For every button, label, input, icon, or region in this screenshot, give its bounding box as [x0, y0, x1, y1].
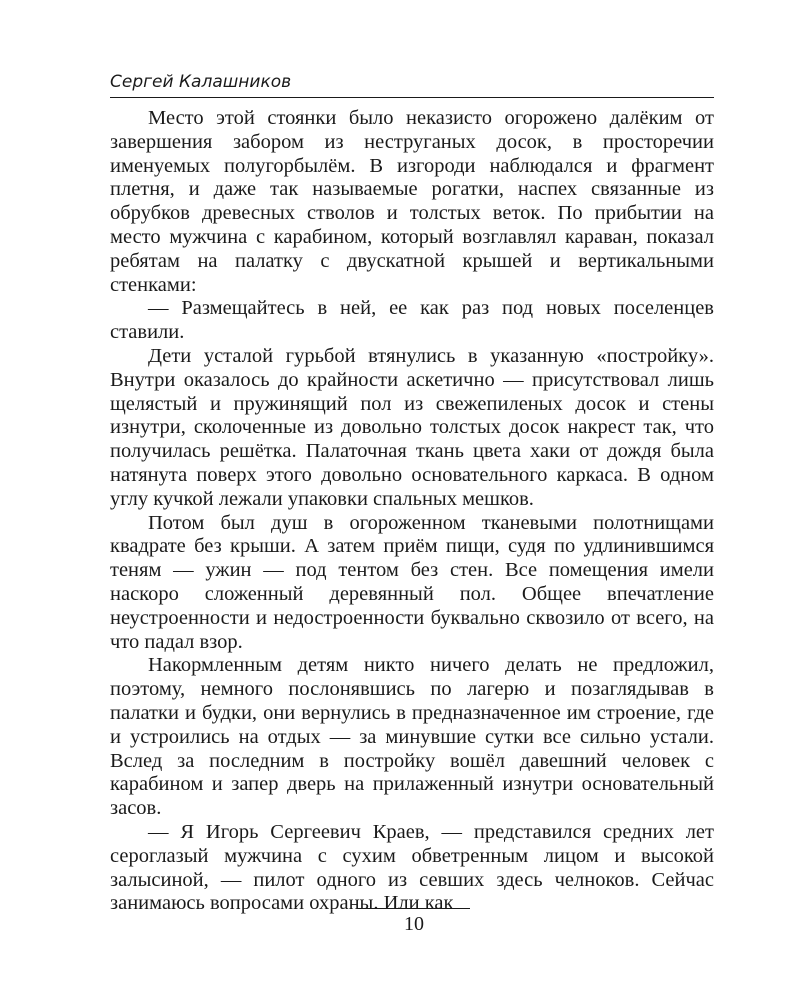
body-text: [110, 107, 714, 916]
paragraph: Дети усталой гурьбой втянулись в указанную «постройку». Внутри оказалось до крайности аскетично — присутствовал лишь щелястый и пружинящий пол из свежепиленых досок и стены изнутри, сколоченные из довольно толстых досок накрест так, что получилась решётка. Палаточная ткань цвета хаки от дождя была натянута поверх этого довольно основательного каркаса. В одном углу кучкой лежали упаковки спальных мешков.: [110, 344, 714, 510]
paragraph: Потом был душ в огороженном тканевыми полотнищами квадрате без крыши. А затем приём пищи, судя по удлинившимся теням — ужин — под тентом без стен. Все помещения имели наскоро сложенный деревянный пол. Общее впечатление неустроенности и недостроенности буквально сквозило от всего, на что падал взор.: [110, 511, 714, 653]
paragraph: Место этой стоянки было неказисто огорожено далёким от завершения забором из неструганых досок, в просторечии именуемых полугорбылём. В изгороди наблюдался и фрагмент плетня, и даже так называемые рогатки, наспех связанные из обрубков древесных стволов и толстых веток. По прибытии на место мужчина с карабином, который возглавлял караван, показал ребятам на палатку с двускатной крышей и вертикальными стенками:: [110, 107, 714, 296]
running-head-author: Сергей Калашников: [110, 72, 292, 92]
paragraph: — Размещайтесь в ней, ее как раз под новых поселенцев ставили.: [110, 297, 714, 344]
paragraph: — Я Игорь Сергеевич Краев, — представился средних лет сероглазый мужчина с сухим обветренным лицом и высокой залысиной, — пилот одного из севших здесь челноков. Сейчас занимаюсь вопросами охраны. Или как: [110, 820, 714, 915]
header-rule: [110, 97, 714, 98]
paragraph: Накормленным детям никто ничего делать не предложил, поэтому, немного послонявшись по лагерю и позаглядывав в палатки и будки, они вернулись в предназначенное им строение, где и устроились на отдых — за минувшие сутки все сильно устали. Вслед за последним в постройку вошёл давешний человек с карабином и запер дверь на прилаженный изнутри основательный засов.: [110, 654, 714, 820]
footer-rule: [358, 908, 470, 909]
page-number: 10: [404, 913, 424, 935]
